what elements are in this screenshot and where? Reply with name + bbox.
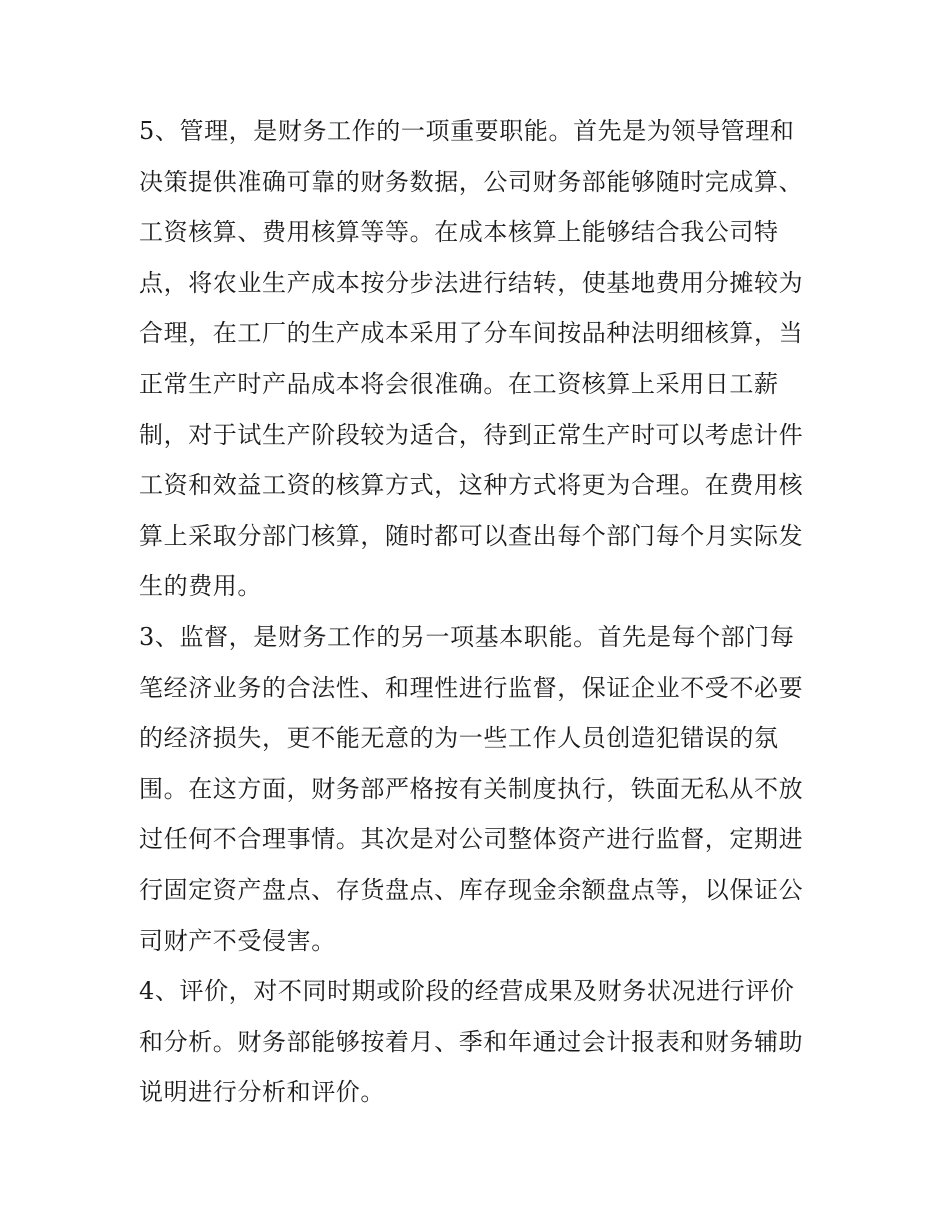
text-line: 4、评价，对不同时期或阶段的经营成果及财务状况进行评价 (139, 977, 795, 1006)
text-line: 行固定资产盘点、存货盘点、库存现金余额盘点等，以保证公 (139, 875, 804, 904)
text-line: 算上采取分部门核算，随时都可以查出每个部门每个月实际发 (139, 521, 804, 550)
text-line: 的经济损失，更不能无意的为一些工作人员创造犯错误的氛 (139, 724, 779, 753)
text-line: 过任何不合理事情。其次是对公司整体资产进行监督，定期进 (139, 825, 804, 854)
text-line: 制，对于试生产阶段较为适合，待到正常生产时可以考虑计件 (139, 420, 804, 449)
text-line: 点，将农业生产成本按分步法进行结转，使基地费用分摊较为 (139, 268, 804, 297)
text-line: 决策提供准确可靠的财务数据，公司财务部能够随时完成算、 (139, 167, 804, 196)
text-line: 工资和效益工资的核算方式，这种方式将更为合理。在费用核 (139, 471, 804, 500)
text-line: 生的费用。 (139, 572, 262, 601)
text-line: 工资核算、费用核算等等。在成本核算上能够结合我公司特 (139, 218, 779, 247)
text-line: 5、管理，是财务工作的一项重要职能。首先是为领导管理和 (139, 117, 795, 145)
text-line: 正常生产时产品成本将会很准确。在工资核算上采用日工薪 (139, 369, 779, 398)
text-line: 说明进行分析和评价。 (139, 1078, 385, 1107)
paragraph-supervision (139, 612, 819, 966)
text-line: 笔经济业务的合法性、和理性进行监督，保证企业不受不必要 (139, 673, 804, 702)
document-page (139, 106, 819, 1118)
paragraph-evaluation (139, 966, 819, 1118)
text-line: 司财产不受侵害。 (139, 926, 336, 955)
text-line: 合理，在工厂的生产成本采用了分车间按品种法明细核算，当 (139, 319, 804, 348)
text-line: 3、监督，是财务工作的另一项基本职能。首先是每个部门每 (139, 622, 795, 651)
text-line: 围。在这方面，财务部严格按有关制度执行，铁面无私从不放 (139, 774, 804, 803)
paragraph-management (139, 106, 819, 612)
text-line: 和分析。财务部能够按着月、季和年通过会计报表和财务辅助 (139, 1027, 804, 1056)
